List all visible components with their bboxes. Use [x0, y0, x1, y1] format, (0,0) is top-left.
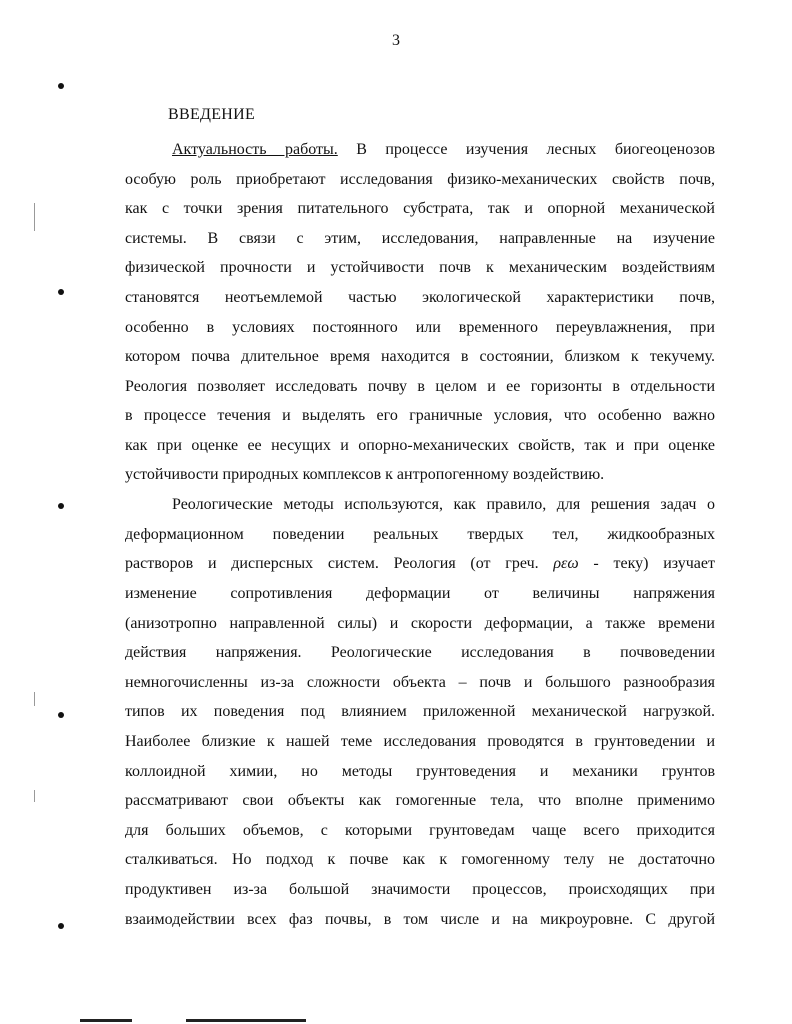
- scan-edge-bar: [186, 1019, 306, 1022]
- underlined-lead: Актуальность работы.: [172, 141, 338, 158]
- paragraph-line: устойчивости природных комплексов к антропогенному воздействию.: [125, 466, 605, 483]
- paragraph-line: типов их поведения под влиянием приложенной механической нагрузкой.: [125, 703, 715, 720]
- margin-mark: [34, 692, 35, 706]
- paragraph-line: изменение сопротивления деформации от величины напряжения: [125, 585, 715, 602]
- paragraph-line: действия напряжения. Реологические исследования в почвоведении: [125, 644, 715, 661]
- greek-word: ρεω: [553, 555, 579, 572]
- paragraph-line: (анизотропно направленной силы) и скорости деформации, а также времени: [125, 615, 715, 632]
- lead-rest: В процессе изучения лесных биогеоценозов: [337, 141, 715, 158]
- line-segment: растворов и дисперсных систем. Реология (от греч.: [125, 555, 554, 572]
- line-segment: - теку) изучает: [578, 555, 716, 572]
- paragraph-line: как с точки зрения питательного субстрата, так и опорной механической: [125, 200, 715, 217]
- paragraph-line: немногочисленны из-за сложности объекта – почв и большого разнообразия: [125, 674, 715, 691]
- paragraph-line: особенно в условиях постоянного или временного переувлажнения, при: [125, 319, 715, 336]
- paragraph-line: рассматривают свои объекты как гомогенные тела, что вполне применимо: [125, 792, 715, 809]
- paragraph-line: особую роль приобретают исследования физико-механических свойств почв,: [125, 171, 715, 188]
- margin-bullet: [58, 923, 64, 929]
- paragraph-line: котором почва длительное время находится в состоянии, близком к текучему.: [125, 348, 715, 365]
- paragraph-line: Реология позволяет исследовать почву в целом и ее горизонты в отдельности: [125, 378, 715, 395]
- paragraph-line: взаимодействии всех фаз почвы, в том числе и на микроуровне. С другой: [125, 911, 715, 928]
- margin-bullet: [58, 83, 64, 89]
- paragraph-line: как при оценке ее несущих и опорно-механических свойств, так и при оценке: [125, 437, 715, 454]
- paragraph-line: Наиболее близкие к нашей теме исследования проводятся в грунтоведении и: [125, 733, 715, 750]
- margin-mark: [34, 203, 35, 231]
- paragraph-line: коллоидной химии, но методы грунтоведения и механики грунтов: [125, 763, 715, 780]
- paragraph-line: Реологические методы используются, как правило, для решения задач о: [172, 496, 715, 513]
- paragraph-line: [125, 554, 715, 574]
- paragraph-line: физической прочности и устойчивости почв к механическим воздействиям: [125, 259, 715, 276]
- paragraph-line: продуктивен из-за большой значимости процессов, происходящих при: [125, 881, 715, 898]
- margin-bullet: [58, 289, 64, 295]
- paragraph-line: деформационном поведении реальных твердых тел, жидкообразных: [125, 526, 715, 543]
- scan-edge-bar: [80, 1019, 132, 1022]
- section-heading: ВВЕДЕНИЕ: [168, 106, 256, 123]
- margin-bullet: [58, 712, 64, 718]
- paragraph-line: сталкиваться. Но подход к почве как к гомогенному телу не достаточно: [125, 851, 715, 868]
- paragraph-line: в процессе течения и выделять его граничные условия, что особенно важно: [125, 407, 715, 424]
- paragraph-line: системы. В связи с этим, исследования, направленные на изучение: [125, 230, 715, 247]
- paragraph-line: становятся неотъемлемой частью экологической характеристики почв,: [125, 289, 715, 306]
- paragraph-line: [172, 140, 715, 160]
- margin-bullet: [58, 503, 64, 509]
- margin-mark: [34, 790, 35, 802]
- paragraph-line: для больших объемов, с которыми грунтоведам чаще всего приходится: [125, 822, 715, 839]
- page-number: 3: [392, 32, 400, 49]
